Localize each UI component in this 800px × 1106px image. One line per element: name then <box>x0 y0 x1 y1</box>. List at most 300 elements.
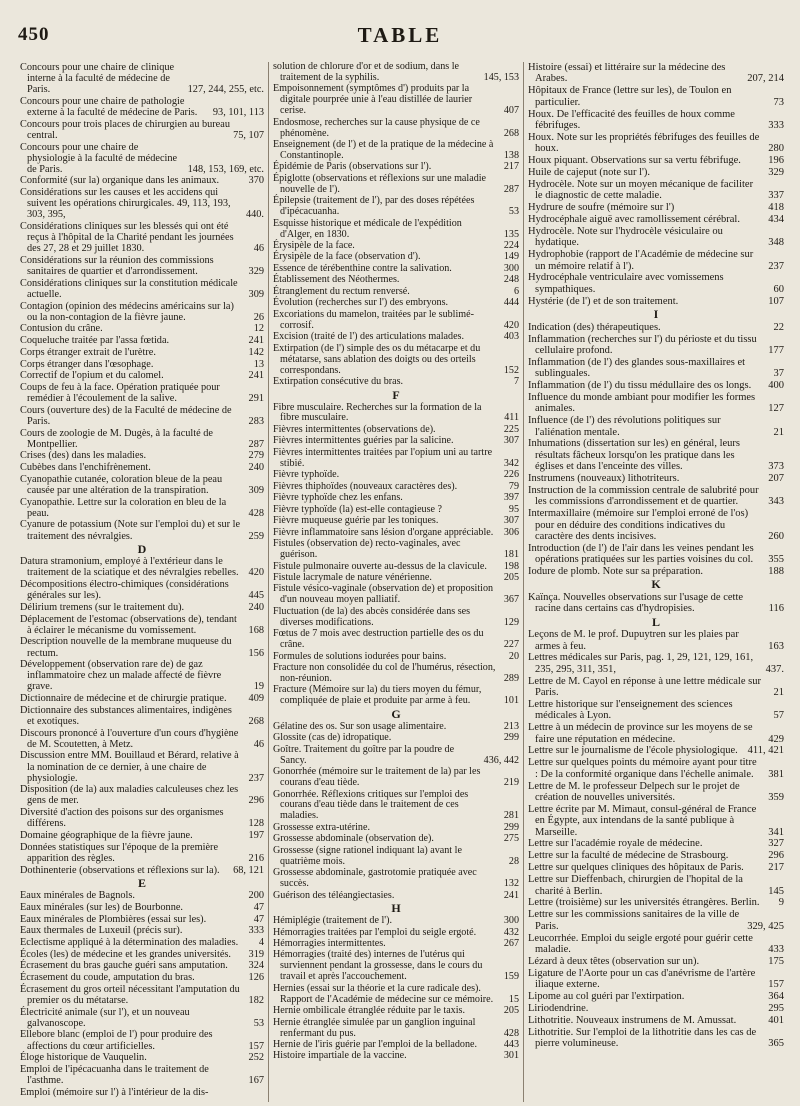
index-entry <box>20 1052 264 1063</box>
index-entry <box>273 1040 519 1051</box>
entry-text: Emploi de l'ipécacuanha dans le traitement de l'asthme. <box>20 1063 209 1087</box>
entry-text: Instruction de la commission centrale de salubrité pour les commissions d'arrondissement et de quartier. <box>528 484 759 508</box>
entry-page-ref: 279 <box>248 450 264 462</box>
index-entry <box>273 584 519 606</box>
entry-page-ref: 156 <box>248 647 264 659</box>
entry-page-ref: 207, 214 <box>747 73 784 85</box>
index-entry <box>20 984 264 1006</box>
index-entry <box>20 497 264 519</box>
entry-text: Grossesse abdominale, gastrotomie pratiquée avec succès. <box>273 867 477 890</box>
entry-text: Fièvres intermittentes traitées par l'opium uni au tartre stibié. <box>273 446 493 469</box>
index-entry <box>20 96 264 118</box>
entry-text: Influence (de l') des révolutions politiques sur l'aliénation mentale. <box>528 415 721 438</box>
index-entry <box>273 332 519 343</box>
entry-page-ref: 445 <box>248 590 264 602</box>
index-entry <box>528 1015 784 1026</box>
entry-page-ref: 46 <box>253 738 264 750</box>
entry-page-ref: 207 <box>768 473 784 485</box>
index-entry <box>20 519 264 541</box>
index-entry <box>20 1029 264 1051</box>
entry-page-ref: 327 <box>768 838 784 850</box>
entry-page-ref: 268 <box>248 715 264 727</box>
entry-page-ref: 411, 421 <box>747 745 784 757</box>
entry-text: Fièvre typhoïde chez les enfans. <box>273 492 403 504</box>
entry-text: Écrasement du coude, amputation du bras. <box>20 972 195 984</box>
entry-text: Corps étranger extrait de l'urètre. <box>20 346 156 358</box>
index-entry <box>528 357 784 380</box>
index-entry <box>528 272 784 295</box>
section-letter: E <box>137 875 146 890</box>
entry-page-ref: 296 <box>768 850 784 862</box>
entry-page-ref: 127 <box>768 403 784 415</box>
entry-text: Domaine géographique de la fièvre jaune. <box>20 830 193 841</box>
index-entry <box>528 296 784 307</box>
index-entry <box>273 722 519 733</box>
entry-page-ref: 95 <box>508 503 519 515</box>
index-entry <box>273 118 519 140</box>
index-entry <box>273 252 519 263</box>
entry-text: Écrasement du bras gauche guéri sans amputation. <box>20 960 228 972</box>
entry-page-ref: 182 <box>248 994 264 1006</box>
entry-text: Lettre sur le journalisme de l'école physiologique. <box>528 745 738 757</box>
index-entry <box>528 676 784 699</box>
index-entry <box>528 1027 784 1050</box>
entry-page-ref: 324 <box>248 960 264 972</box>
index-entry <box>528 592 784 615</box>
entry-text: Eaux minérales (sur les) de Bourbonne. <box>20 901 183 913</box>
index-entry <box>528 109 784 132</box>
entry-page-ref: 241 <box>248 335 264 347</box>
index-entry <box>273 539 519 561</box>
index-entry <box>20 865 264 876</box>
entry-text: Fistule lacrymale de nature vénérienne. <box>273 572 432 583</box>
entry-text: Électricité animale (sur l'), et un nouveau galvanoscope. <box>20 1006 190 1029</box>
index-entry <box>528 155 784 166</box>
entry-page-ref: 79 <box>508 480 519 492</box>
entry-page-ref: 129 <box>503 616 519 628</box>
entry-text: Corps étranger dans l'œsophage. <box>20 358 154 370</box>
entry-page-ref: 21 <box>773 687 784 699</box>
entry-text: solution de chlorure d'or et de sodium, dans le traitement de la syphilis. <box>273 62 459 83</box>
entry-page-ref: 12 <box>253 323 264 335</box>
entry-text: Lettre sur l'académie royale de médecine. <box>528 838 703 850</box>
entry-text: Huile de cajeput (note sur l'). <box>528 166 651 178</box>
entry-text: Lettre de M. le professeur Delpech sur le projet de création de nouvelles universités. <box>528 780 740 803</box>
index-entry <box>273 448 519 470</box>
entry-text: Fièvre inflammatoire sans lésion d'organe appréciable. <box>273 526 494 538</box>
entry-page-ref: 145, 153 <box>483 71 519 83</box>
index-entry <box>20 187 264 220</box>
index-entry <box>273 377 519 388</box>
entry-page-ref: 13 <box>253 358 264 370</box>
section-letter: K <box>651 577 661 592</box>
index-entry <box>273 984 519 1006</box>
entry-text: Grossesse extra-utérine. <box>273 821 370 833</box>
index-entry <box>273 162 519 173</box>
index-entry <box>20 830 264 841</box>
index-entry <box>273 652 519 663</box>
entry-text: Endosmose, recherches sur la cause physique de ce phénomène. <box>273 116 480 139</box>
index-entry <box>528 62 784 85</box>
entry-page-ref: 145 <box>768 885 784 897</box>
entry-text: Coups de feu à la face. Opération pratiquée pour remédier à l'écoulement de la salive. <box>20 381 220 405</box>
entry-page-ref: 116 <box>768 603 784 615</box>
entry-page-ref: 259 <box>248 530 264 542</box>
index-entry <box>20 301 264 323</box>
entry-text: Discours prononcé à l'ouverture d'un cours d'hygiène de M. Scoutetten, à Metz. <box>20 727 239 750</box>
index-entry <box>273 528 519 539</box>
entry-text: Lettre écrite par M. Mimaut, consul-général de France en Égypte, aux intendans de la santé publique à Marseille. <box>528 803 757 838</box>
index-entry <box>528 392 784 415</box>
index-entry <box>273 310 519 332</box>
entry-text: Hystérie (de l') et de son traitement. <box>528 295 679 307</box>
entry-text: Hydrocéphale ventriculaire avec vomissemens sympathiques. <box>528 272 724 295</box>
entry-text: Considérations cliniques sur les blessés qui ont été reçus à l'hôpital de la Charité pendant les journées des 27, 28 et 29 juillet 1830. <box>20 221 234 255</box>
index-entry <box>528 991 784 1002</box>
index-entry <box>273 790 519 823</box>
entry-text: Cyanure de potassium (Note sur l'emploi du) et sur le traitement des névralgies. <box>20 519 241 542</box>
entry-text: Inhumations (dissertation sur les) en général, leurs résultats fâcheux lorsqu'on les pratique dans les églises et dans l'enceinte des villes. <box>528 438 740 473</box>
entry-page-ref: 135 <box>503 228 519 240</box>
index-entry <box>20 359 264 370</box>
entry-page-ref: 411 <box>504 412 519 424</box>
entry-page-ref: 157 <box>248 1040 264 1052</box>
index-entry <box>528 473 784 484</box>
entry-page-ref: 197 <box>248 830 264 841</box>
index-entry <box>273 663 519 685</box>
entry-text: Eaux thermales de Luxeuil (précis sur). <box>20 925 183 937</box>
entry-text: Lettre sur quelques cliniques des hôpitaux de Paris. <box>528 862 744 874</box>
entry-page-ref: 283 <box>248 415 264 427</box>
index-entry <box>20 474 264 496</box>
entry-page-ref: 443 <box>503 1038 519 1050</box>
index-entry <box>20 278 264 300</box>
entry-text: Inflammation (de l') du tissu médullaire des os longs. <box>528 380 752 392</box>
index-entry <box>528 485 784 508</box>
entry-page-ref: 213 <box>503 720 519 732</box>
entry-page-ref: 260 <box>768 530 784 542</box>
entry-text: Fluctuation (de la) des abcès considérée dans ses diverses modifications. <box>273 605 471 628</box>
entry-page-ref: 433 <box>768 943 784 955</box>
entry-text: Introduction (de l') de l'air dans les veines pendant les opérations pratiquées sur les parties voisines du col. <box>528 542 754 566</box>
index-entry <box>528 850 784 861</box>
entry-text: Inflammation (de l') des glandes sous-maxillaires et sublinguales. <box>528 356 746 380</box>
entry-text: Épilepsie (traitement de l'), par des doses répétées d'ipécacuanha. <box>273 195 475 218</box>
entry-text: Considérations cliniques sur la constitution médicale actuelle. <box>20 277 238 300</box>
index-entry <box>20 636 264 658</box>
index-entry <box>273 275 519 286</box>
entry-text: Intermaxillaire (mémoire sur l'emploi erroné de l'os) pour en déduire des conditions indicatives du caractère des dents incisives. <box>528 508 749 542</box>
entry-page-ref: 159 <box>503 971 519 983</box>
entry-page-ref: 241 <box>248 370 264 382</box>
index-entry <box>528 543 784 566</box>
entry-text: Hydrocèle. Note sur l'hydrocèle vésiculaire ou hydatique. <box>528 225 723 249</box>
index-entry <box>273 562 519 573</box>
entry-text: Hernie étranglée simulée par un ganglion inguinal renfermant du pus. <box>273 1016 476 1039</box>
index-entry <box>528 1003 784 1014</box>
entry-page-ref: 15 <box>508 993 519 1005</box>
index-entry <box>20 579 264 601</box>
entry-text: Hernie ombilicale étranglée réduite par le taxis. <box>273 1005 465 1017</box>
entry-page-ref: 306 <box>503 526 519 538</box>
index-entry <box>273 1018 519 1040</box>
entry-page-ref: 127, 244, 255, etc. <box>187 84 264 96</box>
entry-page-ref: 200 <box>248 890 264 902</box>
entry-text: Hydrocèle. Note sur un moyen mécanique de faciliter le diagnostic de cette maladie. <box>528 178 754 202</box>
entry-text: Lithotritie. Sur l'emploi de la lithotritie dans les cas de pierre volumineuse. <box>528 1026 757 1050</box>
page-number: 450 <box>18 24 50 45</box>
entry-text: Décompositions électro-chimiques (considérations générales sur les). <box>20 579 229 602</box>
entry-page-ref: 152 <box>503 364 519 376</box>
entry-text: Lettres médicales sur Paris, pag. 1, 29, 121, 129, 161, 235, 295, 311, 351, <box>528 652 754 675</box>
index-entry <box>20 1064 264 1086</box>
entry-text: Lettre historique sur l'enseignement des sciences médicales à Lyon. <box>528 698 733 722</box>
index-entry <box>528 781 784 804</box>
index-entry <box>20 728 264 750</box>
entry-text: Emploi (mémoire sur l') à l'intérieur de la dis- <box>20 1086 209 1098</box>
entry-text: Grossesse (signe rationel indiquant la) avant le quatrième mois. <box>273 844 462 867</box>
entry-page-ref: 248 <box>503 274 519 286</box>
entry-page-ref: 47 <box>253 913 264 925</box>
index-column-3 <box>524 62 788 1102</box>
entry-page-ref: 428 <box>248 507 264 519</box>
entry-page-ref: 53 <box>253 1017 264 1029</box>
entry-page-ref: 53 <box>508 206 519 218</box>
entry-text: Fièvres intermittentes guéries par la salicine. <box>273 435 454 447</box>
entry-page-ref: 237 <box>248 772 264 784</box>
entry-text: Épidémie de Paris (observations sur l'). <box>273 161 432 173</box>
entry-text: Fracture non consolidée du col de l'humérus, résection, non-réunion. <box>273 662 496 684</box>
entry-page-ref: 400 <box>768 380 784 392</box>
entry-page-ref: 227 <box>503 639 519 651</box>
entry-page-ref: 341 <box>768 826 784 838</box>
entry-page-ref: 20 <box>508 650 519 662</box>
entry-page-ref: 128 <box>248 818 264 830</box>
entry-page-ref: 436, 442 <box>483 754 519 766</box>
entry-text: Dothinenterie (observations et réflexions sur la). <box>20 864 220 876</box>
index-entry <box>273 493 519 504</box>
index-entry <box>273 140 519 162</box>
entry-text: Excoriations du mamelon, traitées par le sublimé-corrosif. <box>273 308 474 331</box>
section-letter: D <box>137 541 147 556</box>
entry-page-ref: 205 <box>503 1005 519 1017</box>
entry-page-ref: 289 <box>503 672 519 684</box>
entry-page-ref: 126 <box>248 972 264 984</box>
entry-text: Déplacement de l'estomac (observations de), tendant à éclairer le mécanisme du vomissement. <box>20 613 237 636</box>
index-entry <box>273 834 519 845</box>
entry-text: Description nouvelle de la membrane muqueuse du rectum. <box>20 636 232 659</box>
index-entry <box>528 652 784 675</box>
entry-page-ref: 163 <box>768 640 784 652</box>
index-entry <box>20 972 264 983</box>
entry-page-ref: 333 <box>768 119 784 131</box>
entry-text: Esquisse historique et médicale de l'expédition d'Alger, en 1830. <box>273 217 462 240</box>
entry-text: Instrumens (nouveaux) lithotriteurs. <box>528 473 680 485</box>
index-entry <box>528 933 784 956</box>
entry-page-ref: 47 <box>253 901 264 913</box>
entry-text: Fièvre typhoïde. <box>273 469 340 481</box>
entry-text: Fistule pulmonaire ouverte au-dessus de la clavicule. <box>273 560 487 572</box>
index-entry <box>20 807 264 829</box>
index-entry <box>273 1006 519 1017</box>
index-entry <box>528 334 784 357</box>
entry-text: Leçons de M. le prof. Dupuytren sur les plaies par armes à feu. <box>528 629 739 652</box>
entry-text: Essence de térébenthine contre la salivation. <box>273 262 452 274</box>
entry-page-ref: 401 <box>768 1014 784 1026</box>
index-entry <box>273 403 519 425</box>
entry-text: Hémorragies (traité des) internes de l'utérus qui surviennent pendant la grossesse, dans le cours du travail et après l'accouchement. <box>273 949 483 983</box>
entry-text: Houx. De l'efficacité des feuilles de houx comme fébrifuges. <box>528 108 735 131</box>
entry-text: Hémorragies intermittentes. <box>273 938 386 949</box>
entry-page-ref: 280 <box>768 143 784 155</box>
index-entry <box>20 890 264 901</box>
entry-text: Hôpitaux de France (lettre sur les), de Toulon en particulier. <box>528 85 732 108</box>
entry-text: Enseignement (de l') et de la pratique de la médecine à Constantinople. <box>273 139 494 161</box>
entry-page-ref: 138 <box>503 149 519 161</box>
entry-page-ref: 205 <box>503 572 519 583</box>
entry-text: Conformité (sur la) organique dans les animaux. <box>20 175 220 187</box>
entry-text: Liriodendrine. <box>528 1002 589 1014</box>
entry-page-ref: 168 <box>248 624 264 636</box>
entry-text: Considérations sur les causes et les accidens qui suivent les opérations chirurgicales. 49, 113, 193, 303, 395, <box>20 187 231 221</box>
entry-page-ref: 237 <box>768 260 784 272</box>
index-entry <box>273 939 519 950</box>
index-entry <box>20 784 264 806</box>
entry-page-ref: 6 <box>513 285 519 297</box>
entry-page-ref: 224 <box>503 240 519 251</box>
index-column-2 <box>268 62 524 1102</box>
section-letter: F <box>392 387 400 402</box>
index-entry <box>273 745 519 767</box>
entry-page-ref: 4 <box>258 937 264 949</box>
index-entry <box>528 566 784 577</box>
index-entry <box>20 556 264 578</box>
entry-page-ref: 148, 153, 169, etc. <box>187 163 264 175</box>
entry-text: Cours (ouverture des) de la Faculté de médecine de Paris. <box>20 404 232 427</box>
entry-text: Lipome au col guéri par l'extirpation. <box>528 991 685 1003</box>
index-entry <box>273 344 519 377</box>
entry-page-ref: 267 <box>503 938 519 949</box>
entry-text: Considérations sur la réunion des commissions sanitaires de quartier et d'arrondissement. <box>20 255 214 278</box>
entry-page-ref: 268 <box>503 127 519 139</box>
index-entry <box>273 629 519 651</box>
entry-page-ref: 397 <box>503 492 519 504</box>
entry-page-ref: 348 <box>768 237 784 249</box>
entry-page-ref: 342 <box>503 457 519 469</box>
entry-text: Diversité d'action des poisons sur des organismes différens. <box>20 807 224 830</box>
entry-text: Écoles (les) de médecine et les grandes universités. <box>20 948 232 960</box>
index-entry <box>528 745 784 756</box>
entry-page-ref: 216 <box>248 852 264 864</box>
entry-text: Fièvre typhoïde (la) est-elle contagieuse ? <box>273 503 443 515</box>
entry-text: Écrasement du gros orteil nécessitant l'amputation du premier os du métatarse. <box>20 983 240 1006</box>
section-letter: H <box>391 901 401 916</box>
entry-page-ref: 373 <box>768 461 784 473</box>
section-letter: I <box>653 307 659 322</box>
entry-text: Étranglement du rectum renversé. <box>273 285 410 297</box>
index-entry <box>528 862 784 873</box>
entry-page-ref: 60 <box>773 283 784 295</box>
entry-page-ref: 428 <box>503 1027 519 1039</box>
entry-text: Établissement des Néothermes. <box>273 274 400 286</box>
index-column-1 <box>16 62 268 1102</box>
entry-page-ref: 440. <box>245 209 264 221</box>
entry-text: Développement (observation rare de) de gaz inflammatoire chez un malade affecté de fièvre grave. <box>20 659 222 693</box>
index-entry <box>20 119 264 141</box>
index-entry <box>528 508 784 542</box>
index-entry <box>20 937 264 948</box>
index-entry <box>528 322 784 333</box>
entry-page-ref: 75, 107 <box>233 129 264 141</box>
entry-page-ref: 7 <box>513 376 519 388</box>
entry-text: Données statistiques sur l'époque de la première apparition des règles. <box>20 841 219 864</box>
entry-page-ref: 101 <box>503 695 519 707</box>
entry-page-ref: 291 <box>248 393 264 405</box>
entry-text: Cubèbes dans l'enchifrènement. <box>20 462 151 474</box>
entry-page-ref: 418 <box>768 202 784 214</box>
index-entry <box>528 629 784 652</box>
entry-page-ref: 9 <box>778 897 784 909</box>
index-entry <box>20 960 264 971</box>
entry-page-ref: 329 <box>768 166 784 178</box>
entry-text: Fœtus de 7 mois avec destruction partielle des os du crâne. <box>273 628 484 651</box>
entry-page-ref: 241 <box>503 889 519 901</box>
entry-text: Histoire impartiale de la vaccine. <box>273 1050 407 1062</box>
index-entry <box>273 950 519 983</box>
entry-page-ref: 300 <box>503 262 519 274</box>
index-entry <box>273 767 519 789</box>
index-entry <box>20 705 264 727</box>
entry-text: Hémiplégie (traitement de l'). <box>273 915 392 927</box>
entry-page-ref: 359 <box>768 791 784 803</box>
entry-text: Dictionnaire de médecine et de chirurgie pratique. <box>20 693 227 705</box>
entry-text: Eaux minérales de Plombières (essai sur les). <box>20 913 207 925</box>
entry-page-ref: 329 <box>248 266 264 278</box>
entry-text: Cours de zoologie de M. Dugès, à la faculté de Montpellier. <box>20 427 214 450</box>
entry-text: Concours pour une chaire de physiologie à la faculté de médecine de Paris. <box>20 141 178 175</box>
entry-page-ref: 309 <box>248 288 264 300</box>
index-entry <box>273 891 519 902</box>
index-entry <box>528 214 784 225</box>
index-entry <box>273 916 519 927</box>
index-entry <box>20 221 264 254</box>
entry-page-ref: 407 <box>503 105 519 117</box>
entry-text: Cyanopathie cutanée, coloration bleue de la peau causée par une altération de la transpiration. <box>20 473 223 496</box>
entry-text: Concours pour trois places de chirurgien au bureau central. <box>20 118 230 141</box>
entry-text: Crises (des) dans les maladies. <box>20 450 147 462</box>
entry-text: Épiglotte (observations et réflexions sur une maladie nouvelle de l'). <box>273 172 487 195</box>
entry-text: Kaïnça. Nouvelles observations sur l'usage de cette racine dans certains cas d'hydropisies. <box>528 591 744 615</box>
entry-page-ref: 429 <box>768 733 784 745</box>
index-entry <box>528 838 784 849</box>
entry-text: Gélatine des os. Sur son usage alimentaire. <box>273 720 447 732</box>
entry-page-ref: 93, 101, 113 <box>212 107 264 119</box>
entry-text: Concours pour une chaire de clinique interne à la faculté de médecine de Paris. <box>20 62 175 96</box>
entry-page-ref: 432 <box>503 926 519 938</box>
entry-page-ref: 57 <box>773 710 784 722</box>
entry-page-ref: 107 <box>768 295 784 307</box>
index-entry <box>528 438 784 472</box>
entry-page-ref: 296 <box>248 795 264 807</box>
entry-text: Dictionnaire des substances alimentaires, indigènes et exotiques. <box>20 704 232 727</box>
entry-text: Influence du monde ambiant pour modifier les formes animales. <box>528 391 756 415</box>
index-entry <box>528 380 784 391</box>
entry-page-ref: 299 <box>503 732 519 744</box>
entry-text: Ellebore blanc (emploi de l') pour produire des affections du cœur artificielles. <box>20 1029 213 1052</box>
index-entry <box>273 219 519 241</box>
index-entry <box>273 482 519 493</box>
entry-text: Formules de solutions iodurées pour bains. <box>273 650 447 662</box>
